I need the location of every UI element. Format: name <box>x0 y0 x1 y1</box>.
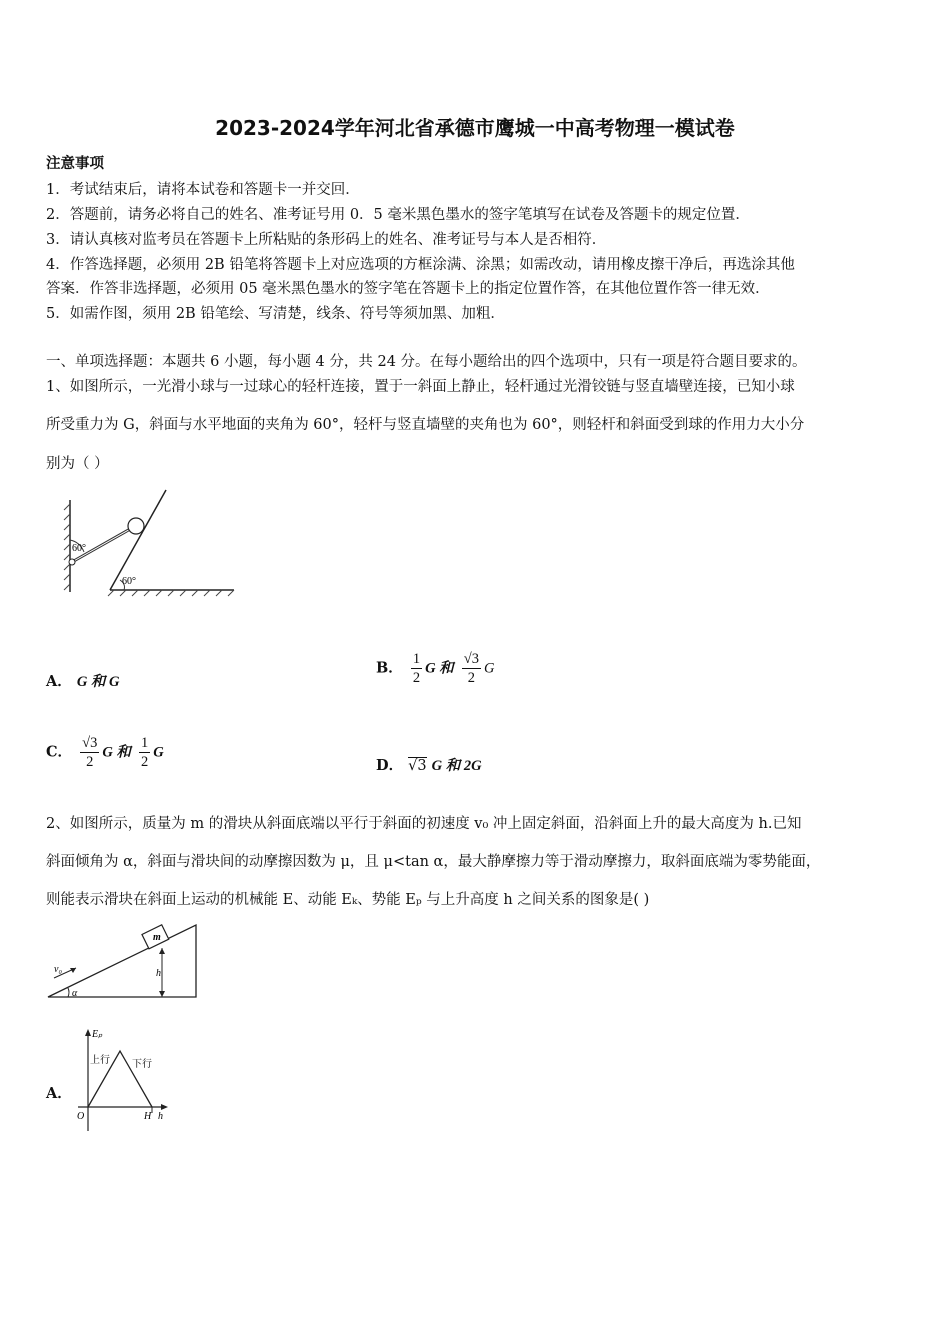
option-d[interactable] <box>376 754 482 775</box>
notice-item: 3．请认真核对监考员在答题卡上所粘贴的条形码上的姓名、准考证号与本人是否相符． <box>46 232 607 248</box>
option-c-frac2-num: 1 <box>141 735 149 751</box>
question-2-text: 2、如图所示，质量为 m 的滑块从斜面底端以平行于斜面的初速度 v₀ 冲上固定斜面，沿斜面上升的最大高度为 h.已知 <box>46 816 802 832</box>
option-c-frac1-num: √3 <box>82 735 98 751</box>
alpha-label: α <box>72 988 78 999</box>
question-1-text: 1、如图所示，一光滑小球与一过球心的轻杆连接，置于一斜面上静止，轻杆通过光滑铰链与竖直墙壁连接，已知小球 <box>46 379 795 395</box>
notice-item: 5．如需作图，须用 2B 铅笔绘、写清楚，线条、符号等须加黑、加粗． <box>46 306 505 322</box>
option-b-mid: G 和 <box>425 660 454 677</box>
option-c-mid: G 和 <box>102 744 131 761</box>
notice-heading: 注意事项 <box>46 155 104 172</box>
question-1-text: 别为（ ） <box>46 456 109 472</box>
option-c-frac1-den: 2 <box>86 754 94 770</box>
velocity-label: v₀ <box>54 964 62 975</box>
notice-item: 1．考试结束后，请将本试卷和答题卡一并交回． <box>46 182 360 198</box>
option-b-frac2-num: √3 <box>463 651 479 667</box>
option-a-text: G 和 G <box>76 674 120 690</box>
section-heading: 一、单项选择题：本题共 6 小题，每小题 4 分，共 24 分。在每小题给出的四个选项中，只有一项是符合题目要求的。 <box>46 354 807 370</box>
notice-item: 2．答题前，请务必将自己的姓名、准考证号用 0．5 毫米黑色墨水的签字笔填写在试卷及答题卡的规定位置． <box>46 207 750 223</box>
option-b-frac1-den: 2 <box>412 670 421 686</box>
option-b-frac2-den: 2 <box>467 670 475 686</box>
question-2-figure <box>46 920 206 1000</box>
height-label: h <box>156 968 161 979</box>
option-a-label: A． <box>46 673 72 690</box>
wall-angle-label: 60° <box>72 543 86 554</box>
graph-up-label: 上行 <box>90 1055 110 1066</box>
graph-x-axis-label: h <box>158 1111 163 1122</box>
mass-label: m <box>153 932 161 943</box>
graph-down-label: 下行 <box>132 1059 152 1070</box>
option-b-label: B． <box>376 659 403 677</box>
ground-angle-label: 60° <box>122 576 136 587</box>
question-2-text: 斜面倾角为 α，斜面与滑块间的动摩擦因数为 μ，且 μ<tan α，最大静摩擦力等于滑动摩擦力，取斜面底端为零势能面， <box>46 854 821 870</box>
option-d-root: √3 <box>408 758 427 774</box>
option-b-frac1-num: 1 <box>412 651 421 667</box>
q2-option-a-label[interactable]: A． <box>46 1085 72 1102</box>
option-c[interactable] <box>46 734 164 771</box>
option-d-text: G 和 2G <box>431 758 482 774</box>
question-1-figure <box>62 488 242 608</box>
q2-option-a-graph <box>74 1025 174 1135</box>
option-d-label: D． <box>376 757 404 774</box>
page-title: 2023-2024学年河北省承德市鹰城一中高考物理一模试卷 <box>215 116 735 140</box>
graph-H-label: H <box>144 1111 152 1122</box>
option-b-end: G <box>483 660 495 677</box>
question-2-text: 则能表示滑块在斜面上运动的机械能 E、动能 Eₖ、势能 Eₚ 与上升高度 h 之间关系的图象是( ) <box>46 892 650 908</box>
graph-origin-label: O <box>77 1111 85 1122</box>
option-c-end: G <box>153 744 164 761</box>
option-b[interactable] <box>376 650 494 687</box>
graph-y-axis-label: Eₚ <box>92 1029 103 1040</box>
notice-item: 4．作答选择题，必须用 2B 铅笔将答题卡上对应选项的方框涂满、涂黑；如需改动，请用橡皮擦干净后，再选涂其他 <box>46 257 795 273</box>
option-c-frac2-den: 2 <box>141 754 149 770</box>
option-a[interactable] <box>46 670 120 691</box>
option-c-label: C． <box>46 743 73 761</box>
notice-item: 答案．作答非选择题，必须用 05 毫米黑色墨水的签字笔在答题卡上的指定位置作答，在其他位置作答一律无效． <box>46 281 770 297</box>
question-1-text: 所受重力为 G，斜面与水平地面的夹角为 60°，轻杆与竖直墙壁的夹角也为 60°，则轻杆和斜面受到球的作用力大小分 <box>46 417 805 433</box>
